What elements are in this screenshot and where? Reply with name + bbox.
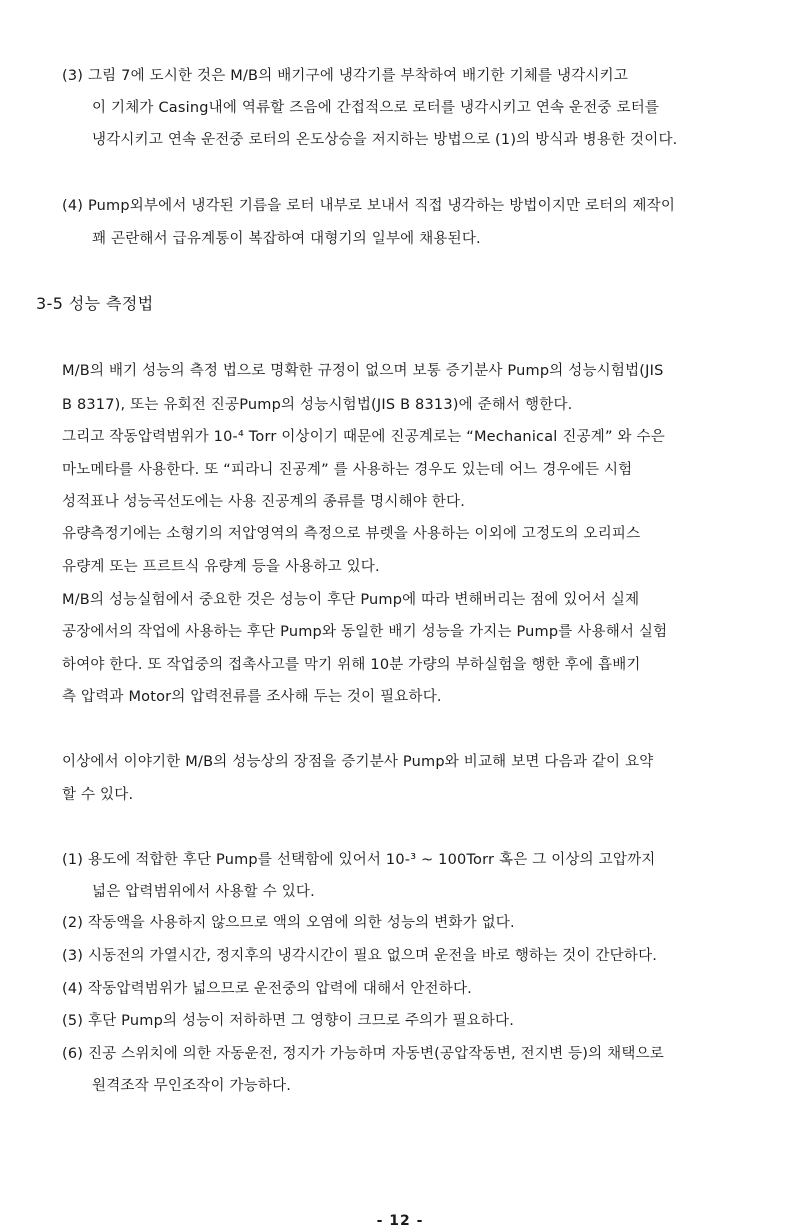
page-number: - 12 -: [376, 1213, 424, 1229]
advantage-item: (1) 용도에 적합한 후단 Pump를 선택함에 있어서 10-³ ~ 100Torr 혹은 그 이상의 고압까지: [62, 852, 656, 868]
advantage-item: (6) 진공 스위치에 의한 자동운전, 정지가 가능하며 자동변(공압작동변, 전지변 등)의 채택으로: [62, 1046, 665, 1062]
item-3-line-2: 이 기체가 Casing내에 역류할 즈음에 간접적으로 로터를 냉각시키고 연속 운전중 로터를: [92, 100, 660, 116]
advantage-item-continuation: 넓은 압력범위에서 사용할 수 있다.: [92, 884, 315, 900]
paragraph-line: M/B의 성능실험에서 중요한 것은 성능이 후단 Pump에 따라 변해버리는 점에 있어서 실제: [62, 592, 640, 608]
advantage-item-continuation: 원격조작 무인조작이 가능하다.: [92, 1078, 292, 1094]
paragraph-line: 유량계 또는 프르트식 유량계 등을 사용하고 있다.: [62, 559, 380, 575]
paragraph-line: 공장에서의 작업에 사용하는 후단 Pump와 동일한 배기 성능을 가지는 Pump를 사용해서 실험: [62, 624, 668, 640]
advantage-item: (2) 작동액을 사용하지 않으므로 액의 오염에 의한 성능의 변화가 없다.: [62, 915, 515, 931]
advantage-item: (4) 작동압력범위가 넓으므로 운전중의 압력에 대해서 안전하다.: [62, 981, 472, 997]
advantage-item: (5) 후단 Pump의 성능이 저하하면 그 영향이 크므로 주의가 필요하다.: [62, 1013, 515, 1029]
section-heading: 3-5 성능 측정법: [36, 294, 154, 313]
paragraph-line: 측 압력과 Motor의 압력전류를 조사해 두는 것이 필요하다.: [62, 689, 442, 705]
item-4-line-2: 꽤 곤란해서 급유계통이 복잡하여 대형기의 일부에 채용된다.: [92, 231, 481, 247]
summary-line: 할 수 있다.: [62, 787, 134, 803]
paragraph-line: 그리고 작동압력범위가 10-⁴ Torr 이상이기 때문에 진공계로는 “Mechanical 진공계” 와 수은: [62, 429, 665, 445]
item-3-line-3: 냉각시키고 연속 운전중 로터의 온도상승을 저지하는 방법으로 (1)의 방식과 병용한 것이다.: [92, 132, 678, 148]
paragraph-line: M/B의 배기 성능의 측정 법으로 명확한 규정이 없으며 보통 증기분사 Pump의 성능시험법(JIS: [62, 363, 664, 379]
paragraph-line: B 8317), 또는 유회전 진공Pump의 성능시험법(JIS B 8313)에 준해서 행한다.: [62, 397, 573, 413]
paragraph-line: 마노메타를 사용한다. 또 “피라니 진공계” 를 사용하는 경우도 있는데 어느 경우에든 시험: [62, 462, 633, 478]
paragraph-line: 유량측정기에는 소형기의 저압영역의 측정으로 뷰렛을 사용하는 이외에 고정도의 오리피스: [62, 526, 641, 542]
paragraph-line: 하여야 한다. 또 작업중의 접촉사고를 막기 위해 10분 가량의 부하실험을 행한 후에 흡배기: [62, 657, 641, 673]
paragraph-line: 성적표나 성능곡선도에는 사용 진공계의 종류를 명시해야 한다.: [62, 494, 466, 510]
item-3-line-1: (3) 그림 7에 도시한 것은 M/B의 배기구에 냉각기를 부착하여 배기한 기체를 냉각시키고: [62, 68, 629, 84]
item-4-line-1: (4) Pump외부에서 냉각된 기름을 로터 내부로 보내서 직접 냉각하는 방법이지만 로터의 제작이: [62, 198, 676, 214]
advantage-item: (3) 시동전의 가열시간, 정지후의 냉각시간이 필요 없으며 운전을 바로 행하는 것이 간단하다.: [62, 948, 658, 964]
summary-line: 이상에서 이야기한 M/B의 성능상의 장점을 증기분사 Pump와 비교해 보면 다음과 같이 요약: [62, 754, 654, 770]
